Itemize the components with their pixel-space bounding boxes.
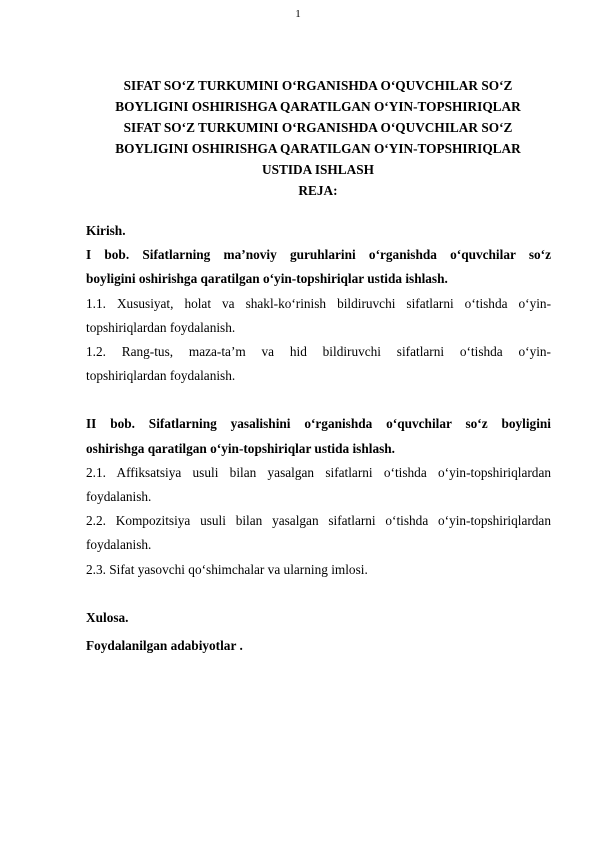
title-line: BOYLIGINI OSHIRISHGA QARATILGAN O‘YIN-TOPSHIRIQLAR: [115, 99, 521, 114]
title-line: USTIDA ISHLASH: [262, 162, 374, 177]
section-2-3: 2.3. Sifat yasovchi qo‘shimchalar va ularning imlosi.: [86, 561, 368, 577]
section-2-2: 2.2. Kompozitsiya usuli bilan yasalgan sifatlarni o‘tishda o‘yin-topshiriqlardan: [86, 513, 551, 529]
chapter2-title-cont: oshirishga qaratilgan o‘yin-topshiriqlar ustida ishlash.: [86, 440, 395, 456]
section-2-1-cont: foydalanish.: [86, 489, 152, 505]
plan-list: [86, 219, 551, 658]
section-2-1: 2.1. Affiksatsiya usuli bilan yasalgan sifatlarni o‘tishda o‘yin-topshiriqlardan: [86, 464, 551, 480]
intro-item: Kirish.: [86, 223, 126, 238]
section-1-1: 1.1. Xususiyat, holat va shakl-ko‘rinish bildiruvchi sifatlarni o‘tishda o‘yin-: [86, 295, 551, 311]
title-line: BOYLIGINI OSHIRISHGA QARATILGAN O‘YIN-TOPSHIRIQLAR: [115, 141, 521, 156]
title-line: SIFAT SO‘Z TURKUMINI O‘RGANISHDA O‘QUVCHILAR SO‘Z: [123, 78, 513, 93]
title-line: SIFAT SO‘Z TURKUMINI O‘RGANISHDA O‘QUVCHILAR SO‘Z: [123, 120, 513, 135]
references-item: Foydalanilgan adabiyotlar .: [86, 638, 243, 654]
page-number: 1: [295, 8, 301, 20]
section-2-2-cont: foydalanish.: [86, 537, 152, 553]
section-1-2-cont: topshiriqlardan foydalanish.: [86, 368, 236, 384]
chapter1-title: I bob. Sifatlarning ma’noviy guruhlarini o‘rganishda o‘quvchilar so‘z: [86, 247, 551, 263]
plan-heading: REJA:: [298, 183, 338, 198]
section-1-1-cont: topshiriqlardan foydalanish.: [86, 319, 236, 335]
chapter2-title: II bob. Sifatlarning yasalishini o‘rganishda o‘quvchilar so‘z boyligini: [86, 416, 551, 432]
chapter1-title-cont: boyligini oshirishga qaratilgan o‘yin-topshiriqlar ustida ishlash.: [86, 271, 448, 287]
conclusion-item: Xulosa.: [86, 609, 129, 625]
document-title: [80, 75, 556, 201]
section-1-2: 1.2. Rang-tus, maza-ta’m va hid bildiruvchi sifatlarni o‘tishda o‘yin-: [86, 344, 551, 360]
